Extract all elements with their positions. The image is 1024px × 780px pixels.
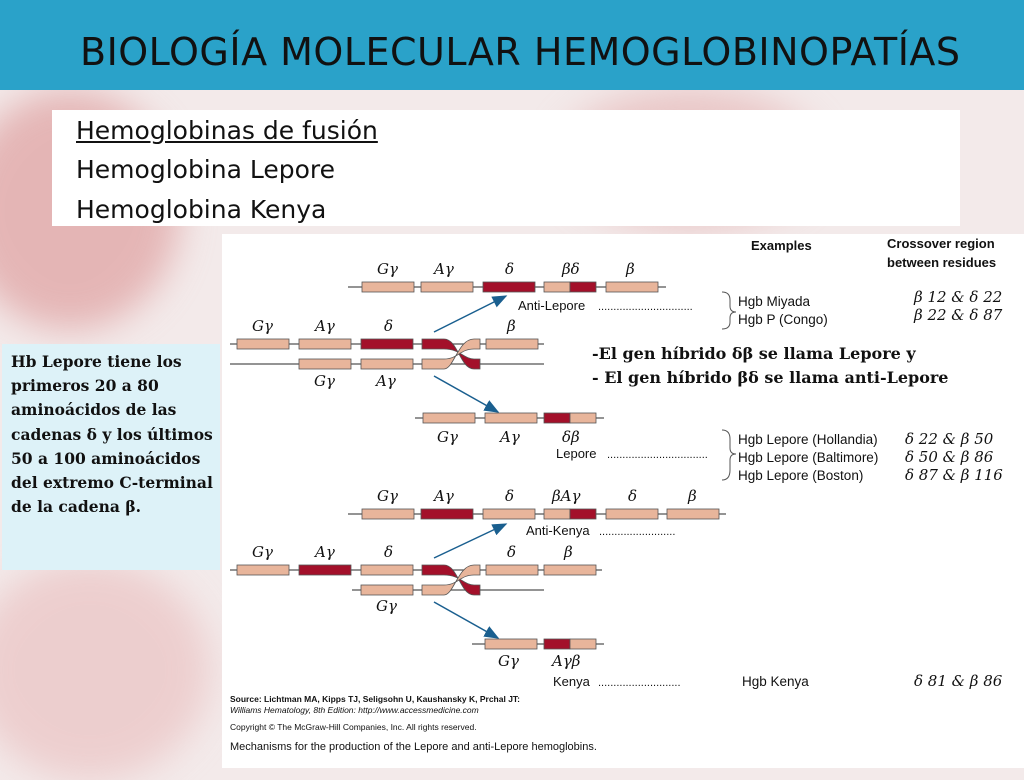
- gene-delta: [606, 509, 658, 519]
- gene-a-gamma: [299, 339, 351, 349]
- gene-a-gamma: [361, 359, 413, 369]
- label-delta: δ: [507, 543, 517, 561]
- gene-beta: [544, 565, 596, 575]
- label-g-gamma: Gγ: [437, 428, 458, 446]
- gene-g-gamma: [362, 509, 414, 519]
- note-anti-lepore: - El gen híbrido βδ se llama anti-Lepore: [592, 368, 949, 387]
- label-g-gamma: Gγ: [498, 652, 519, 670]
- gene-a-gamma: [485, 413, 537, 423]
- label-anti-kenya: Anti-Kenya: [526, 523, 590, 538]
- gene-delta-beta-left: [544, 413, 570, 423]
- residues-hollandia: δ 22 & β 50: [905, 430, 994, 448]
- label-delta-beta: δβ: [562, 428, 580, 446]
- leader-kenya: ...........................: [598, 677, 681, 689]
- side-note-text: Hb Lepore tiene los primeros 20 a 80 aminoácidos de las cadenas δ y los últimos 50 a 100 aminoácidos del extremo C-terminal de la cadena β.: [11, 352, 213, 517]
- gene-a-gamma-beta-left: [544, 639, 570, 649]
- gene-g-gamma: [299, 359, 351, 369]
- gene-g-gamma: [485, 639, 537, 649]
- gene-delta: [361, 565, 413, 575]
- crossover-header-2: between residues: [887, 255, 997, 270]
- bullet-lepore: Hemoglobina Lepore: [76, 155, 336, 184]
- example-kenya: Hgb Kenya: [742, 674, 809, 689]
- label-kenya: Kenya: [553, 674, 590, 689]
- label-a-gamma: Aγ: [315, 317, 335, 335]
- title-bar: [0, 0, 1024, 90]
- label-g-gamma: Gγ: [252, 543, 273, 561]
- label-g-gamma: Gγ: [252, 317, 273, 335]
- example-congo: Hgb P (Congo): [738, 312, 828, 327]
- figure-caption: Mechanisms for the production of the Lepore and anti-Lepore hemoglobins.: [230, 741, 597, 753]
- bullet-list: [52, 110, 960, 226]
- note-lepore: -El gen híbrido δβ se llama Lepore y: [592, 344, 916, 363]
- gene-beta: [486, 339, 538, 349]
- gene-a-gamma: [421, 509, 473, 519]
- gene-g-gamma: [362, 282, 414, 292]
- gene-beta-delta-left: [544, 282, 570, 292]
- copyright-line: Copyright © The McGraw-Hill Companies, Inc. All rights reserved.: [230, 722, 477, 732]
- label-g-gamma: Gγ: [376, 597, 397, 615]
- gene-a-gamma: [421, 282, 473, 292]
- label-a-gamma: Aγ: [500, 428, 520, 446]
- leader-anti-kenya: .........................: [599, 526, 676, 538]
- gene-delta: [361, 339, 413, 349]
- example-baltimore: Hgb Lepore (Baltimore): [738, 450, 879, 465]
- label-beta: β: [688, 487, 697, 505]
- label-lepore: Lepore: [556, 446, 597, 461]
- crossover-header-1: Crossover region: [887, 236, 995, 251]
- gene-delta: [483, 509, 535, 519]
- label-a-gamma: Aγ: [315, 543, 335, 561]
- residues-miyada: β 12 & δ 22: [914, 288, 1003, 306]
- label-a-gamma: Aγ: [434, 487, 454, 505]
- crossover-diagram: [222, 234, 1024, 768]
- slide-title: BIOLOGÍA MOLECULAR HEMOGLOBINOPATÍAS: [80, 30, 961, 74]
- label-beta: β: [564, 543, 573, 561]
- label-g-gamma: Gγ: [314, 372, 335, 390]
- label-beta: β: [626, 260, 635, 278]
- source-line-2: Williams Hematology, 8th Edition: http://www.accessmedicine.com: [230, 705, 479, 715]
- label-beta: β: [507, 317, 516, 335]
- gene-a-gamma: [299, 565, 351, 575]
- gene-delta: [486, 565, 538, 575]
- label-anti-lepore: Anti-Lepore: [518, 298, 586, 313]
- example-hollandia: Hgb Lepore (Hollandia): [738, 432, 878, 447]
- gene-a-gamma-beta-right: [570, 639, 596, 649]
- residues-congo: β 22 & δ 87: [914, 306, 1003, 324]
- label-delta: δ: [505, 260, 515, 278]
- residues-boston: δ 87 & β 116: [905, 466, 1003, 484]
- examples-header: Examples: [751, 238, 812, 253]
- gene-beta: [667, 509, 719, 519]
- gene-beta: [606, 282, 658, 292]
- label-a-gamma-beta: Aγβ: [552, 652, 581, 670]
- label-g-gamma: Gγ: [377, 260, 398, 278]
- label-delta: δ: [628, 487, 638, 505]
- leader-anti-lepore: ...............................: [598, 301, 693, 313]
- gene-g-gamma: [237, 339, 289, 349]
- label-delta: δ: [505, 487, 515, 505]
- bullet-kenya: Hemoglobina Kenya: [76, 195, 327, 224]
- gene-delta: [483, 282, 535, 292]
- gene-beta-delta-right: [570, 282, 596, 292]
- gene-g-gamma: [423, 413, 475, 423]
- label-beta-delta: βδ: [562, 260, 580, 278]
- source-line-1: Source: Lichtman MA, Kipps TJ, Seligsohn U, Kaushansky K, Prchal JT:: [230, 694, 521, 704]
- bullet-fusion: Hemoglobinas de fusión: [76, 116, 378, 145]
- label-delta: δ: [384, 543, 394, 561]
- residues-baltimore: δ 50 & β 86: [905, 448, 994, 466]
- gene-delta-beta-right: [570, 413, 596, 423]
- gene-g-gamma: [237, 565, 289, 575]
- example-boston: Hgb Lepore (Boston): [738, 468, 864, 483]
- label-a-gamma: Aγ: [376, 372, 396, 390]
- side-note-box: [2, 344, 220, 570]
- lepore-figure: [222, 234, 1024, 768]
- residues-kenya: δ 81 & β 86: [914, 672, 1003, 690]
- background-blob: [0, 560, 210, 780]
- example-miyada: Hgb Miyada: [738, 294, 811, 309]
- gene-beta-a-gamma-left: [544, 509, 570, 519]
- leader-lepore: .................................: [607, 449, 708, 461]
- label-delta: δ: [384, 317, 394, 335]
- gene-g-gamma: [361, 585, 413, 595]
- label-g-gamma: Gγ: [377, 487, 398, 505]
- label-beta-a-gamma: βAγ: [552, 487, 581, 505]
- gene-beta-a-gamma-right: [570, 509, 596, 519]
- label-a-gamma: Aγ: [434, 260, 454, 278]
